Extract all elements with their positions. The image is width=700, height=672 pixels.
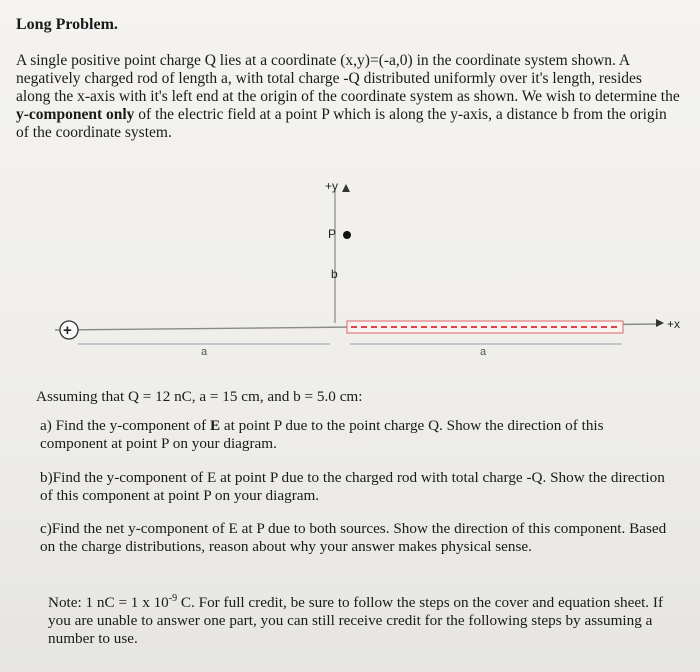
problem-intro bbox=[16, 52, 680, 142]
part-c: c)Find the net y-component of E at P due to both sources. Show the direction of this component. Based on the charge distributions, reason about why your answer makes physical sense. bbox=[40, 520, 667, 555]
part-a-rest: at point P due to the point charge Q. Show the direction of this component at point P on your diagram. bbox=[40, 417, 604, 452]
coordinate-diagram bbox=[0, 168, 700, 368]
note-rest: C. For full credit, be sure to follow the steps on the cover and equation sheet. If you are unable to answer one part, you can still receive credit for the following steps by assuming a number to use. bbox=[48, 594, 663, 648]
point-p-label: P bbox=[328, 227, 337, 241]
note-exponent: -9 bbox=[168, 593, 178, 604]
assumption-text: Assuming that Q = 12 nC, a = 15 cm, and b = 5.0 cm: bbox=[36, 388, 363, 405]
intro-text-1: A single positive point charge Q lies at a coordinate (x,y)=(-a,0) in the coordinate system shown. A negatively charged rod of length a, with total charge -Q distributed uniformly over it's length, resides along the x-axis with it's left end at the origin of the coordinate system as shown. We wish to determine the bbox=[16, 52, 680, 105]
point-p-dot bbox=[343, 231, 351, 239]
intro-text-2: of the electric field at a point P which is along the y-axis, a distance b from the origin of the coordinate system. bbox=[16, 106, 667, 141]
intro-bold: y-component only bbox=[16, 106, 135, 123]
part-a-prefix: a) Find the y-component of bbox=[40, 417, 210, 434]
y-axis-label: +y bbox=[325, 179, 339, 193]
problem-title: Long Problem. bbox=[16, 16, 118, 33]
note-prefix: Note: 1 nC = 1 x 10 bbox=[48, 594, 169, 612]
part-a-e: E bbox=[209, 417, 221, 434]
distance-a-right-label: a bbox=[480, 346, 487, 358]
part-b: b)Find the y-component of E at point P due to the charged rod with total charge -Q. Show the direction of this component at point P on your diagram. bbox=[40, 469, 665, 504]
distance-b-label: b bbox=[331, 267, 338, 281]
y-axis-arrow bbox=[342, 184, 350, 192]
x-axis-arrow bbox=[656, 319, 664, 327]
note bbox=[48, 590, 678, 648]
x-axis-label: +x bbox=[667, 317, 681, 331]
positive-charge-symbol: + bbox=[63, 322, 72, 339]
part-a bbox=[40, 417, 670, 453]
distance-a-left-label: a bbox=[201, 346, 208, 358]
